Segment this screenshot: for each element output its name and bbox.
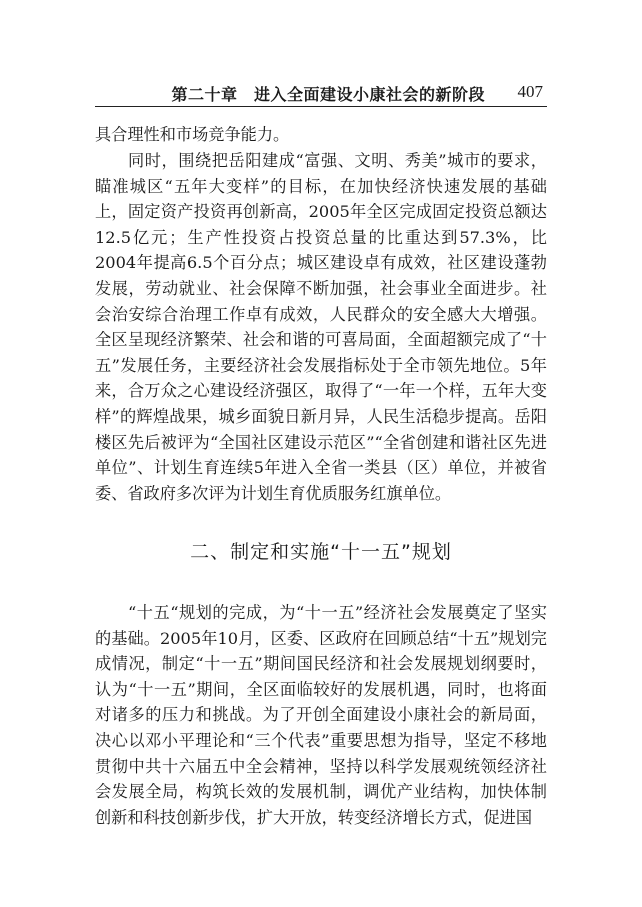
section-heading: 二、制定和实施“十一五”规划: [190, 541, 452, 563]
chapter-title: 第二十章 进入全面建设小康社会的新阶段: [171, 85, 485, 104]
book-page: [95, 0, 547, 907]
page-number: 407: [517, 82, 543, 101]
running-header: [95, 80, 547, 107]
paragraph-continuation: 具合理性和市场竞争能力。: [95, 125, 290, 144]
paragraph: “十五“规划的完成，为“十一五”经济社会发展奠定了坚实的基础。2005年10月，区委、区政府在回顾总结“十五”规划完成情况，制定“十一五”期间国民经济和社会发展规划纲要时，认为“十一五”期间，全区面临较好的发展机遇，同时，也将面对诸多的压力和挑战。为了开创全面建设小康社会的新局面，决心以邓小平理论和“三个代表”重要思想为指导，坚定不移地贯彻中共十六届五中全会精神，坚持以科学发展观统领经济社会发展全局，构筑长效的发展机制，调优产业结构，加快体制创新和科技创新步伐，扩大开放，转变经济增长方式，促进国: [95, 603, 547, 827]
paragraph: 同时，围绕把岳阳建成“富强、文明、秀美”城市的要求，瞄准城区“五年大变样”的目标，在加快经济快速发展的基础上，固定资产投资再创新高，2005年全区完成固定投资总额达12.5亿元；生产性投资占投资总量的比重达到57.3%，比2004年提高6.5个百分点；城区建设卓有成效，社区建设蓬勃发展，劳动就业、社会保障不断加强，社会事业全面进步。社会治安综合治理工作卓有成效，人民群众的安全感大大增强。全区呈现经济繁荣、社会和谐的可喜局面，全面超额完成了“十五”发展任务，主要经济社会发展指标处于全市领先地位。5年来，合万众之心建设经济强区，取得了“一年一个样，五年大变样”的辉煌战果，城乡面貌日新月异，人民生活稳步提高。岳阳楼区先后被评为“全国社区建设示范区”“全省创建和谐社区先进单位”、计划生育连续5年进入全省一类县（区）单位，并被省委、省政府多次评为计划生育优质服务红旗单位。: [95, 151, 547, 503]
